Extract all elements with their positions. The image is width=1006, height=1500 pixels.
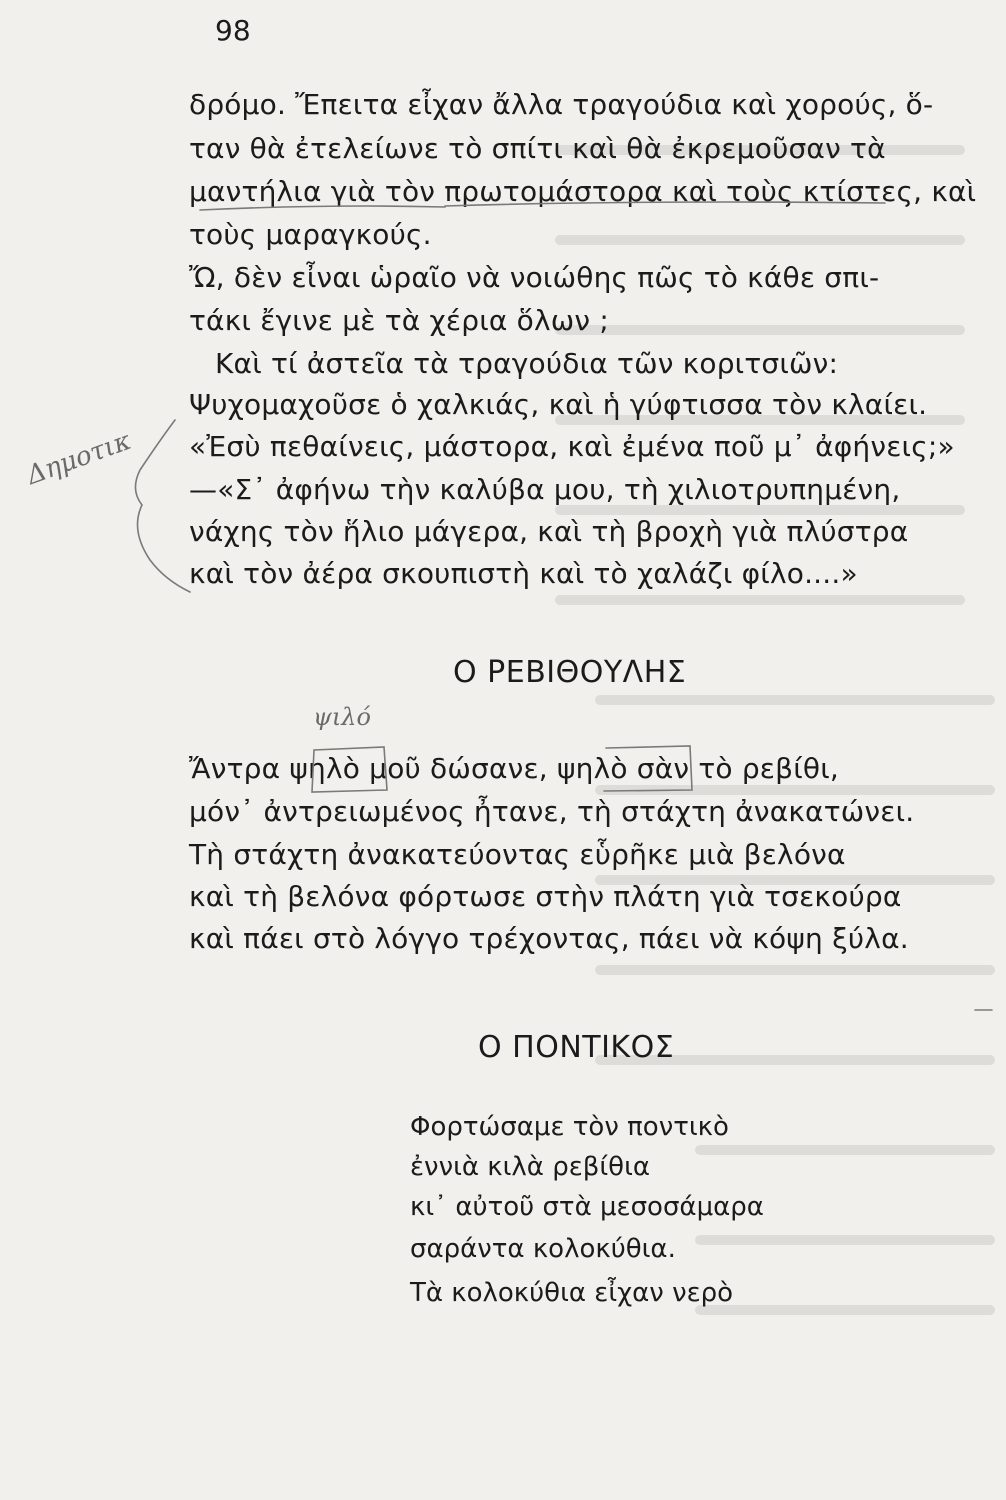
paragraph-line: δρόμο. Ἔπειτα εἶχαν ἄλλα τραγούδια καὶ χορούς, ὅ- [189, 88, 934, 121]
poem-line: μόν᾿ ἀντρειωμένος ἦτανε, τὴ στάχτη ἀνακατώνει. [189, 795, 915, 828]
paragraph-line: μαντήλια γιὰ τὸν πρωτομάστορα καὶ τοὺς κτίστες, καὶ [189, 175, 977, 208]
paragraph-line: τάκι ἔγινε μὲ τὰ χέρια ὅλων ; [189, 304, 609, 337]
poem-line: σαράντα κολοκύθια. [410, 1234, 676, 1264]
section-title-pontikos: Ο ΠΟΝΤΙΚΟΣ [478, 1030, 675, 1065]
margin-bracket-mark [135, 420, 190, 592]
poem-line: Τὴ στάχτη ἀνακατεύοντας εὗρῆκε μιὰ βελόνα [189, 838, 846, 871]
paragraph-line: Ψυχομαχοῦσε ὁ χαλκιάς, καὶ ἡ γύφτισσα τὸν κλαίει. [189, 388, 928, 421]
handwritten-word-correction: ψιλό [313, 703, 371, 731]
poem-line: ἐννιὰ κιλὰ ρεβίθια [410, 1152, 651, 1182]
poem-line: κι᾿ αὐτοῦ στὰ μεσοσάμαρα [410, 1192, 764, 1222]
poem-line: καὶ πάει στὸ λόγγο τρέχοντας, πάει νὰ κόψη ξύλα. [189, 922, 909, 955]
margin-handwritten-note: Δημοτικ [22, 425, 136, 492]
section-title-revithoulis: Ο ΡΕΒΙΘΟΥΛΗΣ [453, 655, 687, 690]
paragraph-line: νάχης τὸν ἥλιο μάγερα, καὶ τὴ βροχὴ γιὰ πλύστρα [189, 515, 909, 548]
poem-line: καὶ τὴ βελόνα φόρτωσε στὴν πλάτη γιὰ τσεκούρα [189, 880, 902, 913]
paragraph-line: τοὺς μαραγκούς. [189, 218, 432, 251]
poem-line: Ἄντρα ψηλὸ μοῦ δώσανε, ψηλὸ σὰν τὸ ρεβίθι, [189, 752, 839, 785]
page-number: 98 [215, 14, 251, 47]
paragraph-line: Ὤ, δὲν εἶναι ὡραῖο νὰ νοιώθης πῶς τὸ κάθε σπι- [189, 261, 880, 294]
paragraph-line: —«Σ᾿ ἀφήνω τὴν καλύβα μου, τὴ χιλιοτρυπημένη, [189, 473, 901, 506]
poem-line: Τὰ κολοκύθια εἶχαν νερὸ [410, 1278, 734, 1308]
paragraph-line: καὶ τὸν ἀέρα σκουπιστὴ καὶ τὸ χαλάζι φίλο....» [189, 557, 858, 590]
paragraph-line: Καὶ τί ἀστεῖα τὰ τραγούδια τῶν κοριτσιῶν: [215, 347, 839, 380]
paragraph-line: «Ἐσὺ πεθαίνεις, μάστορα, καὶ ἐμένα ποῦ μ᾿ ἀφήνεις;» [189, 430, 955, 463]
poem-line: Φορτώσαμε τὸν ποντικὸ [410, 1112, 729, 1142]
paragraph-line: ταν θὰ ἐτελείωνε τὸ σπίτι καὶ θὰ ἐκρεμοῦσαν τὰ [189, 132, 886, 165]
